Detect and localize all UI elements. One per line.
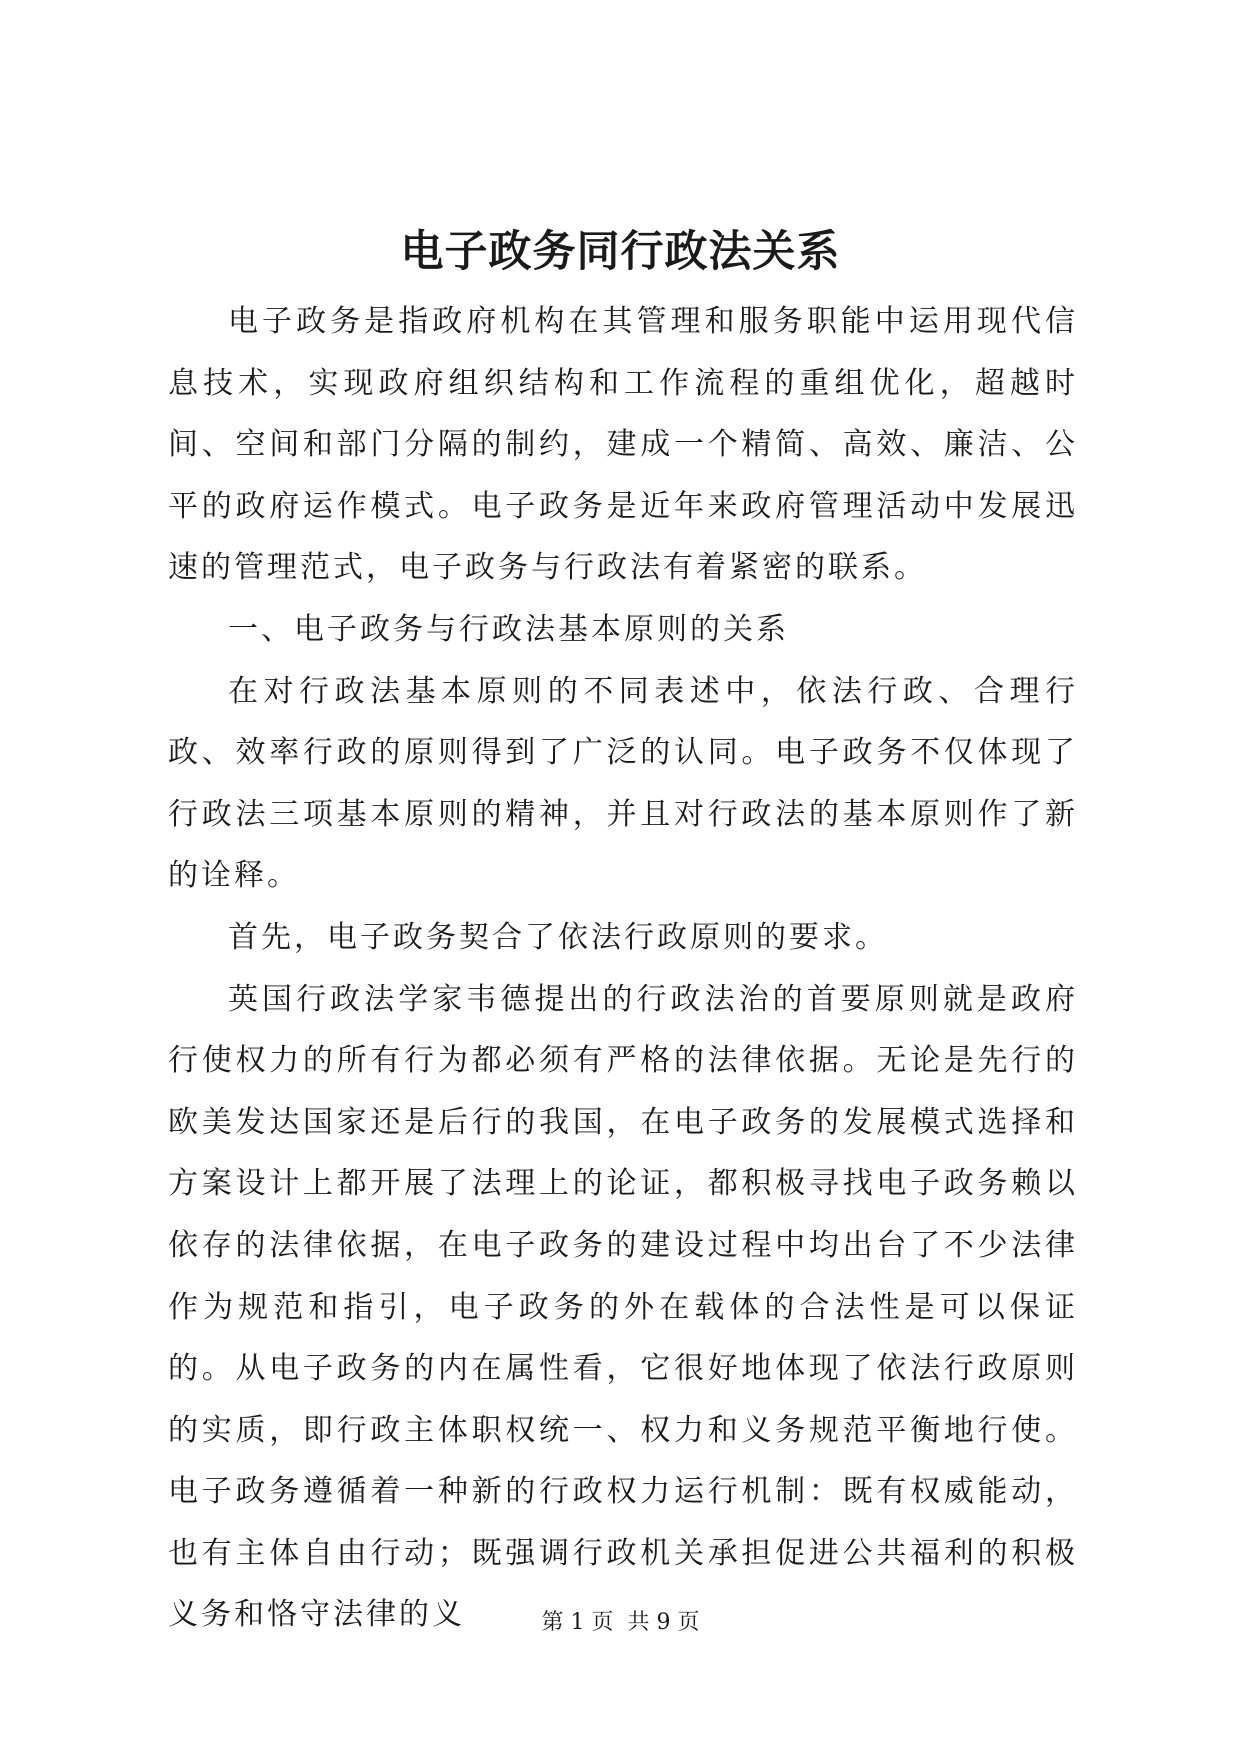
page-footer — [0, 1608, 1241, 1638]
document-body — [168, 291, 1078, 1646]
paragraph-principles: 在对行政法基本原则的不同表述中，依法行政、合理行政、效率行政的原则得到了广泛的认同。电子政务不仅体现了行政法三项基本原则的精神，并且对行政法的基本原则作了新的诠释。 — [168, 673, 1078, 894]
paragraph-intro: 电子政务是指政府机构在其管理和服务职能中运用现代信息技术，实现政府组织结构和工作流程的重组优化，超越时间、空间和部门分隔的制约，建成一个精简、高效、廉洁、公平的政府运作模式。电子政务是近年来政府管理活动中发展迅速的管理范式，电子政务与行政法有着紧密的联系。 — [168, 304, 1078, 586]
paragraph-wade: 英国行政法学家韦德提出的行政法治的首要原则就是政府行使权力的所有行为都必须有严格的法律依据。无论是先行的欧美发达国家还是后行的我国，在电子政务的发展模式选择和方案设计上都开展了法理上的论证，都积极寻找电子政务赖以依存的法律依据，在电子政务的建设过程中均出台了不少法律作为规范和指引，电子政务的外在载体的合法性是可以保证的。从电子政务的内在属性看，它很好地体现了依法行政原则的实质，即行政主体职权统一、权力和义务规范平衡地行使。电子政务遵循着一种新的行政权力运行机制：既有权威能动，也有主体自由行动；既强调行政机关承担促进公共福利的积极义务和恪守法律的义 — [168, 981, 1078, 1633]
section-heading-1: 一、电子政务与行政法基本原则的关系 — [228, 611, 789, 647]
document-title: 电子政务同行政法关系 — [400, 227, 841, 277]
page-number-label: 第 1 页 共 9 页 — [541, 1610, 700, 1635]
paragraph-first-point: 首先，电子政务契合了依法行政原则的要求。 — [228, 919, 888, 955]
